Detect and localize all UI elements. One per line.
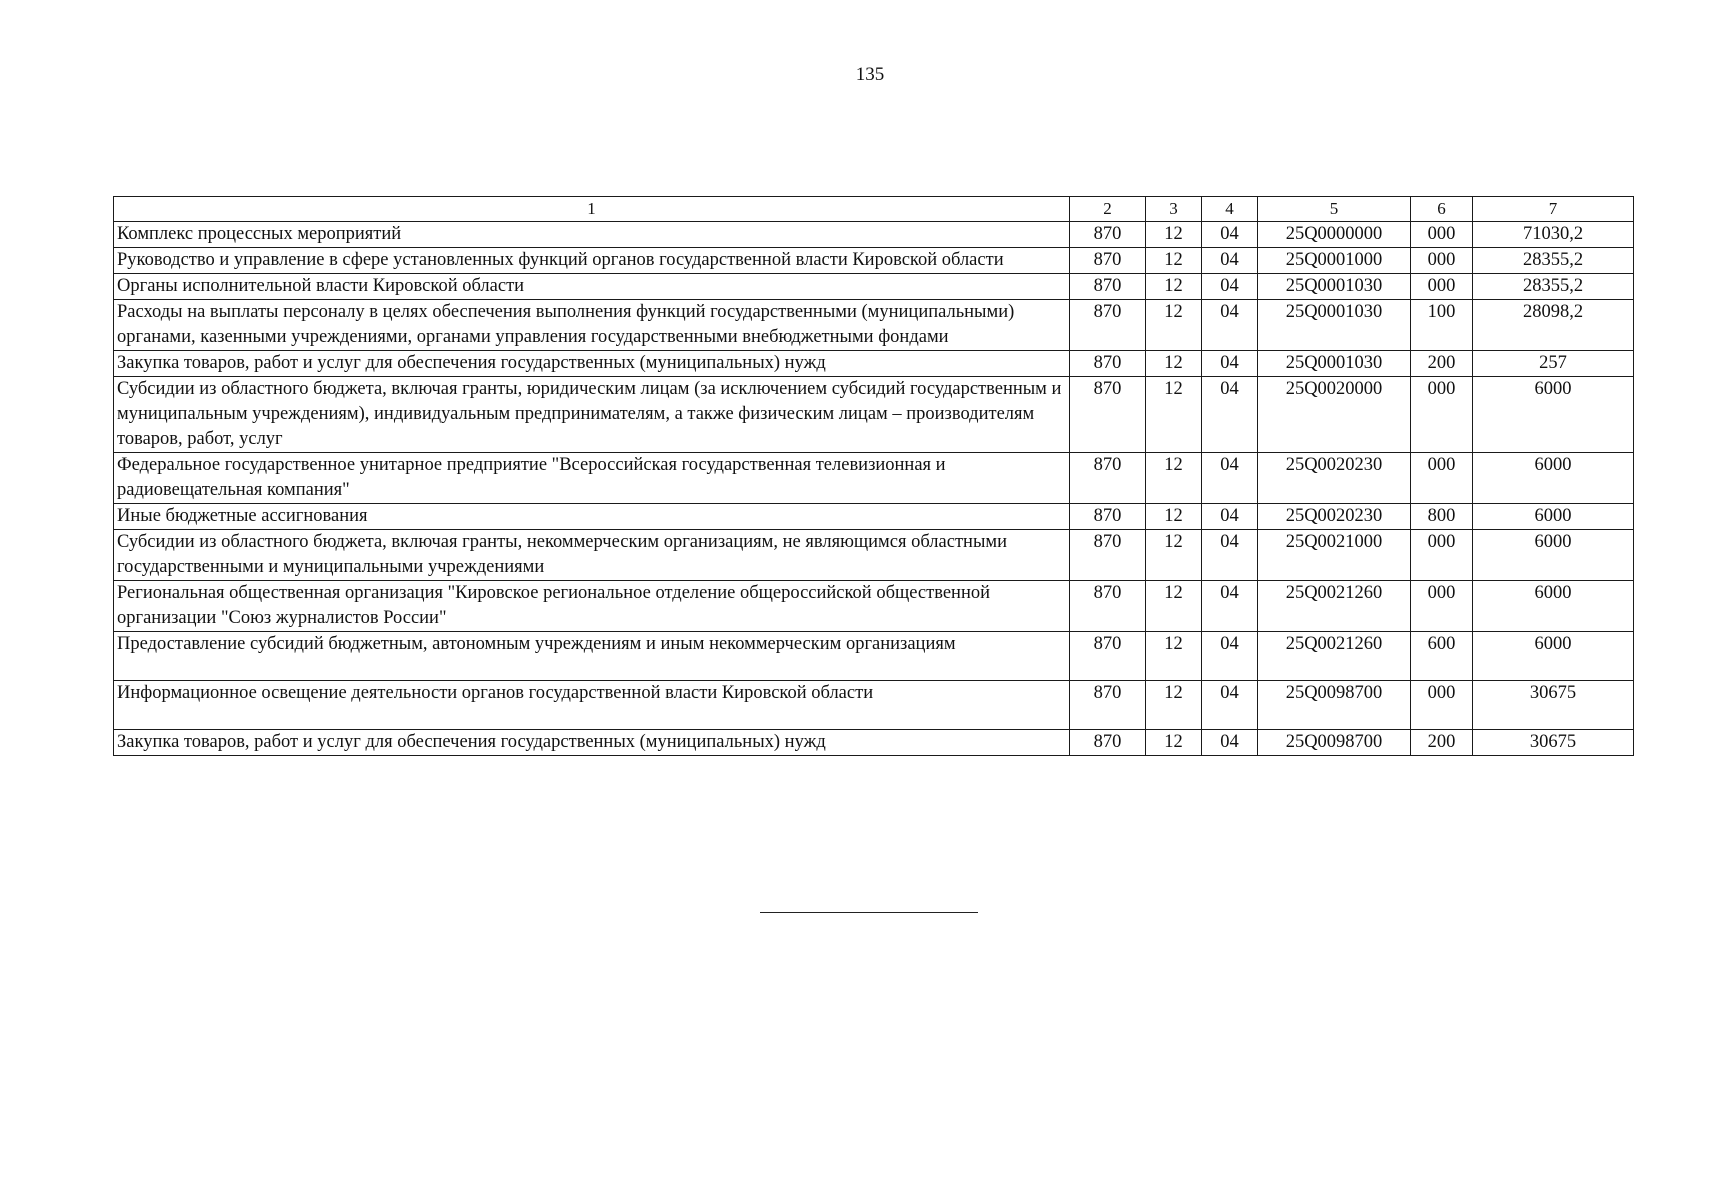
row-col-4: 04 bbox=[1202, 681, 1258, 730]
row-col-5: 25Q0021000 bbox=[1258, 530, 1411, 581]
row-name: Руководство и управление в сфере установленных функций органов государственной власти Кировской области bbox=[114, 248, 1070, 274]
row-col-3: 12 bbox=[1146, 632, 1202, 681]
row-col-6: 000 bbox=[1411, 377, 1473, 453]
table-row bbox=[114, 530, 1634, 581]
row-col-6: 000 bbox=[1411, 274, 1473, 300]
row-col-7: 28098,2 bbox=[1473, 300, 1634, 351]
row-col-6: 100 bbox=[1411, 300, 1473, 351]
row-col-5: 25Q0001000 bbox=[1258, 248, 1411, 274]
row-col-3: 12 bbox=[1146, 530, 1202, 581]
budget-table bbox=[113, 196, 1634, 756]
row-col-3: 12 bbox=[1146, 453, 1202, 504]
row-name: Предоставление субсидий бюджетным, автономным учреждениям и иным некоммерческим организациям bbox=[114, 632, 1070, 681]
row-col-5: 25Q0001030 bbox=[1258, 351, 1411, 377]
row-col-4: 04 bbox=[1202, 377, 1258, 453]
row-name: Региональная общественная организация "Кировское региональное отделение общероссийской общественной организации "Союз журналистов России" bbox=[114, 581, 1070, 632]
row-col-7: 6000 bbox=[1473, 632, 1634, 681]
row-col-3: 12 bbox=[1146, 248, 1202, 274]
row-col-2: 870 bbox=[1070, 581, 1146, 632]
table-row bbox=[114, 453, 1634, 504]
row-col-2: 870 bbox=[1070, 681, 1146, 730]
table-row bbox=[114, 248, 1634, 274]
row-name: Комплекс процессных мероприятий bbox=[114, 222, 1070, 248]
row-name: Федеральное государственное унитарное предприятие "Всероссийская государственная телевизионная и радиовещательная компания" bbox=[114, 453, 1070, 504]
row-col-6: 000 bbox=[1411, 248, 1473, 274]
row-col-4: 04 bbox=[1202, 504, 1258, 530]
row-col-7: 71030,2 bbox=[1473, 222, 1634, 248]
table-row bbox=[114, 274, 1634, 300]
table-row bbox=[114, 377, 1634, 453]
row-col-4: 04 bbox=[1202, 222, 1258, 248]
row-col-2: 870 bbox=[1070, 222, 1146, 248]
row-col-3: 12 bbox=[1146, 377, 1202, 453]
row-col-2: 870 bbox=[1070, 453, 1146, 504]
row-col-6: 200 bbox=[1411, 730, 1473, 756]
column-header-3: 3 bbox=[1146, 197, 1202, 222]
row-col-6: 000 bbox=[1411, 453, 1473, 504]
row-name: Информационное освещение деятельности органов государственной власти Кировской области bbox=[114, 681, 1070, 730]
row-col-7: 257 bbox=[1473, 351, 1634, 377]
table-row bbox=[114, 681, 1634, 730]
row-col-6: 200 bbox=[1411, 351, 1473, 377]
column-header-1: 1 bbox=[114, 197, 1070, 222]
table-row bbox=[114, 581, 1634, 632]
row-col-2: 870 bbox=[1070, 377, 1146, 453]
row-col-6: 000 bbox=[1411, 222, 1473, 248]
column-header-4: 4 bbox=[1202, 197, 1258, 222]
row-col-4: 04 bbox=[1202, 300, 1258, 351]
row-col-3: 12 bbox=[1146, 222, 1202, 248]
column-header-5: 5 bbox=[1258, 197, 1411, 222]
row-col-7: 28355,2 bbox=[1473, 274, 1634, 300]
row-col-4: 04 bbox=[1202, 530, 1258, 581]
row-col-5: 25Q0021260 bbox=[1258, 581, 1411, 632]
row-col-2: 870 bbox=[1070, 274, 1146, 300]
table-row bbox=[114, 222, 1634, 248]
row-name: Органы исполнительной власти Кировской области bbox=[114, 274, 1070, 300]
row-col-4: 04 bbox=[1202, 730, 1258, 756]
row-name: Субсидии из областного бюджета, включая гранты, некоммерческим организациям, не являющимся областными государственными и муниципальными учреждениями bbox=[114, 530, 1070, 581]
row-col-7: 6000 bbox=[1473, 377, 1634, 453]
row-col-2: 870 bbox=[1070, 248, 1146, 274]
row-col-5: 25Q0020230 bbox=[1258, 453, 1411, 504]
end-separator-line bbox=[760, 912, 978, 913]
row-col-2: 870 bbox=[1070, 351, 1146, 377]
row-col-6: 000 bbox=[1411, 681, 1473, 730]
row-col-4: 04 bbox=[1202, 351, 1258, 377]
row-col-7: 28355,2 bbox=[1473, 248, 1634, 274]
column-header-7: 7 bbox=[1473, 197, 1634, 222]
table-row bbox=[114, 300, 1634, 351]
row-col-7: 30675 bbox=[1473, 730, 1634, 756]
row-col-4: 04 bbox=[1202, 248, 1258, 274]
header-row bbox=[114, 197, 1634, 222]
table-row bbox=[114, 730, 1634, 756]
row-col-4: 04 bbox=[1202, 453, 1258, 504]
row-col-3: 12 bbox=[1146, 730, 1202, 756]
row-col-6: 000 bbox=[1411, 581, 1473, 632]
row-col-5: 25Q0098700 bbox=[1258, 681, 1411, 730]
row-col-3: 12 bbox=[1146, 504, 1202, 530]
table-row bbox=[114, 504, 1634, 530]
page-number: 135 bbox=[855, 64, 885, 85]
column-header-6: 6 bbox=[1411, 197, 1473, 222]
row-col-4: 04 bbox=[1202, 581, 1258, 632]
row-col-7: 6000 bbox=[1473, 453, 1634, 504]
row-col-3: 12 bbox=[1146, 300, 1202, 351]
row-col-3: 12 bbox=[1146, 581, 1202, 632]
row-col-2: 870 bbox=[1070, 530, 1146, 581]
row-col-3: 12 bbox=[1146, 681, 1202, 730]
row-name: Закупка товаров, работ и услуг для обеспечения государственных (муниципальных) нужд bbox=[114, 730, 1070, 756]
row-col-5: 25Q0020000 bbox=[1258, 377, 1411, 453]
row-col-4: 04 bbox=[1202, 274, 1258, 300]
row-name: Иные бюджетные ассигнования bbox=[114, 504, 1070, 530]
column-header-2: 2 bbox=[1070, 197, 1146, 222]
table-row bbox=[114, 632, 1634, 681]
row-col-2: 870 bbox=[1070, 300, 1146, 351]
row-col-7: 6000 bbox=[1473, 530, 1634, 581]
row-col-3: 12 bbox=[1146, 351, 1202, 377]
row-col-5: 25Q0001030 bbox=[1258, 274, 1411, 300]
table-row bbox=[114, 351, 1634, 377]
row-col-2: 870 bbox=[1070, 632, 1146, 681]
row-col-5: 25Q0001030 bbox=[1258, 300, 1411, 351]
row-col-5: 25Q0020230 bbox=[1258, 504, 1411, 530]
row-col-2: 870 bbox=[1070, 504, 1146, 530]
row-col-6: 600 bbox=[1411, 632, 1473, 681]
row-col-7: 6000 bbox=[1473, 504, 1634, 530]
row-name: Расходы на выплаты персоналу в целях обеспечения выполнения функций государственными (муниципальными) органами, казенными учреждениями, органами управления государственными внебюджетными фондами bbox=[114, 300, 1070, 351]
row-col-7: 30675 bbox=[1473, 681, 1634, 730]
row-col-7: 6000 bbox=[1473, 581, 1634, 632]
row-col-5: 25Q0000000 bbox=[1258, 222, 1411, 248]
row-name: Субсидии из областного бюджета, включая гранты, юридическим лицам (за исключением субсидий государственным и муниципальным учреждениям), индивидуальным предпринимателям, а также физическим лицам – производителям товаров, работ, услуг bbox=[114, 377, 1070, 453]
row-name: Закупка товаров, работ и услуг для обеспечения государственных (муниципальных) нужд bbox=[114, 351, 1070, 377]
row-col-6: 000 bbox=[1411, 530, 1473, 581]
row-col-5: 25Q0098700 bbox=[1258, 730, 1411, 756]
row-col-6: 800 bbox=[1411, 504, 1473, 530]
row-col-4: 04 bbox=[1202, 632, 1258, 681]
row-col-3: 12 bbox=[1146, 274, 1202, 300]
row-col-5: 25Q0021260 bbox=[1258, 632, 1411, 681]
row-col-2: 870 bbox=[1070, 730, 1146, 756]
